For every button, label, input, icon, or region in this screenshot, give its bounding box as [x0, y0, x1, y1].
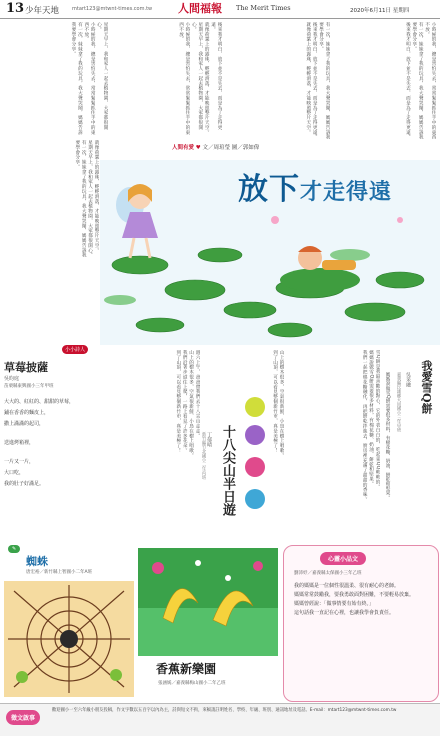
- feature-body-col-5: 就像荷葉上的露珠，輕輕滑落，才能映照整片天空。 星期天早上，我和家人一起去植物園，大家都很開心。 有一次，妹妹拿了我的玩具，我大聲哭鬧，媽媽告訴我要學會分享。: [74, 140, 99, 258]
- page-number: 13: [6, 1, 25, 16]
- feature-body-col-4: 小時候的我，總是害怕失去，常常緊緊抓住手中的東西不放。 有一次，妹妹拿了我的玩具，我大聲哭鬧，媽媽告訴我要學會分享。 後來我才明白，放下並不是失去，而是為了走得更遠。: [405, 22, 436, 140]
- poem-right-title: 我愛雪Q餅: [420, 360, 433, 414]
- banana-drawing: [138, 548, 278, 656]
- feature-body-col-1: 星期天早上，我和家人一起去植物園，大家都很開心。 小時候的我，總是害怕失去，常常緊緊抓住手中的東西不放。 有一次，妹妹拿了我的玩具，我大聲哭鬧，媽媽告訴我要學會分享。: [70, 22, 108, 135]
- page-header: [0, 0, 440, 19]
- poem-left-card: [4, 345, 96, 545]
- page-footer: [0, 703, 440, 736]
- poem-mid-school: 新竹縣竹北國小二年丙班: [201, 432, 206, 480]
- spider-drawing: [4, 581, 134, 697]
- section-name: 少年天地: [25, 6, 60, 16]
- feature-title: 放下才走得遠: [238, 172, 393, 207]
- heart-essay-label: 心靈小品文: [320, 552, 366, 565]
- poem-right-body: 雪Q餅是我最喜歡的點心，它的外表白白的，吃起來QQ軟軟的。 媽媽說做雪Q餅需要很多材料，有棉花糖、奶油、餅乾和堅果。 我們一起把棉花糖融化，再把餅乾拌進去，廚房裡充滿了甜甜的香味。: [362, 350, 380, 502]
- heart-essay-author: 劉沛妤／嘉義縣太保國小三年乙班: [294, 571, 362, 576]
- poem-mid-title: 十八尖山半日遊: [220, 425, 235, 516]
- banana-author: 張涵嫣／嘉義縣梅山國小二年乙班: [158, 681, 226, 686]
- feature-credits: 文／周瑄瑩 圖／郭如偉: [202, 145, 260, 151]
- header-email[interactable]: mtart123@mtwnt-times.com.tw: [72, 6, 153, 12]
- heart-essay-body: 我的媽媽是一位個性很溫柔、很有耐心的老師。 媽媽常常鼓勵我，要我勇敢面對困難，不要輕易放棄。 媽媽曾經說：「做事情要有始有終。」 這句話我一直記在心裡，也讓我學會負責任。: [294, 583, 415, 616]
- poem-mid-body-2: 山上的樹木很多，空氣很新鮮，小鳥在樹上唱歌。 到了山頂，可以看見整個新竹市，真是美極了！: [272, 350, 284, 458]
- poem-right-author: 吳采融: [405, 372, 411, 387]
- poem-mid-author: 丁郁晴: [206, 432, 212, 447]
- footer-badge: 徵文啟事: [6, 710, 40, 725]
- drawing-badge-icon: ✎: [8, 545, 20, 553]
- newspaper-logo: 人間福報: [178, 2, 222, 15]
- newspaper-logo-en: The Merit Times: [236, 4, 291, 12]
- feature-body-col-2: 後來我才明白，放下並不是失去，而是為了走得更遠。 就像荷葉上的露珠，輕輕滑落，才能映照整片天空。 星期天早上，我和家人一起去植物園，大家都很開心。 小時候的我，總是害怕失去，常常緊緊抓住手中的東西不放。: [178, 22, 222, 135]
- poem-mid-body: 週六上午，爸爸帶我們去十八尖山走走。 山上的樹木很多，空氣很新鮮，小鳥在樹上唱歌。 我們沿著步道往上爬，一路上看見了許多花朵。 到了山頂，可以看見整個新竹市，真是美極了！: [175, 350, 200, 458]
- feature-byline: [172, 143, 259, 151]
- issue-date: 2020年6月11日 星期四: [350, 8, 410, 14]
- poem-left-school: 苗栗縣東興國小三年甲班: [4, 384, 54, 389]
- banana-title: 香蕉新樂園: [156, 662, 217, 676]
- footer-text: 歡迎國小一至六年級小朋友投稿，作文字數以五百字以內為主，詩與短文不拘，來稿請註明姓名、學校、年級、班別、通訊地址及電話。E-mail：mtart123@mtwnt-times.com.tw: [52, 708, 397, 713]
- poem-left-author: 吳昀庭: [4, 376, 20, 382]
- heart-icon: ♥: [195, 145, 201, 151]
- poem-left-title: 草莓披薩: [4, 361, 48, 374]
- poem-badge: 小小詩人: [62, 345, 88, 354]
- banana-drawing-card: [138, 548, 278, 700]
- poem-right-body-2: 媽媽說做雪Q餅需要很多材料，有棉花糖、奶油、餅乾和堅果。: [385, 372, 390, 500]
- spider-author: 唐宏裕／新竹縣上智國小二年A班: [26, 570, 93, 575]
- spider-drawing-card: [4, 545, 134, 700]
- poem-right-school: 嘉義縣民雄鄉大同國小三年甲班: [396, 372, 401, 433]
- feature-body-col-3: 有一次，妹妹拿了我的玩具，我大聲哭鬧，媽媽告訴我要學會分享。 後來我才明白，放下並不是失去，而是為了走得更遠。 就像荷葉上的露珠，輕輕滑落，才能映照整片天空。: [305, 22, 330, 140]
- spider-title: 蜘蛛: [26, 555, 48, 568]
- heart-essay-box: [283, 545, 439, 702]
- poem-left-lines: 大大的、紅紅的、甜甜的草莓， 鋪在香香的麵皮上， 撒上滿滿的起司， 送進烤箱裡， 一片又一片， 大口吃， 我的肚子好滿足。: [4, 399, 75, 487]
- colored-bubbles-decoration: [238, 395, 272, 515]
- feature-label: 人間有愛: [172, 145, 195, 151]
